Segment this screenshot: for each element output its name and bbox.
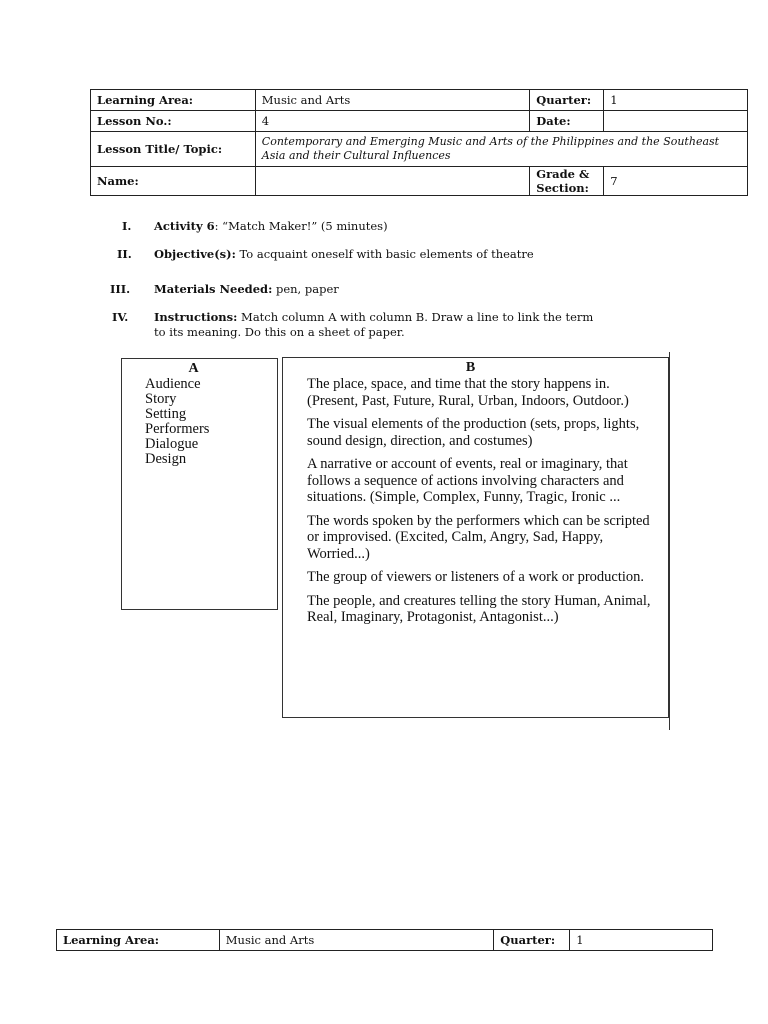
column-a-box [121, 358, 278, 610]
definition-item: The visual elements of the production (sets, props, lights, sound design, direction, and costumes) [307, 416, 640, 449]
date-label: Date: [530, 111, 604, 132]
item-number: IV. [112, 310, 129, 324]
term-item: Design [145, 451, 187, 467]
term-item: Setting [145, 406, 187, 422]
item-text: : “Match Maker!” (5 minutes) [214, 219, 388, 233]
grade-section-label: Grade & Section: [530, 167, 604, 196]
date-field[interactable] [604, 111, 748, 132]
footer-table [56, 929, 713, 951]
divider-line [669, 352, 670, 730]
definition-item: The group of viewers or listeners of a work or production. [307, 569, 645, 585]
term-item: Dialogue [145, 436, 199, 452]
lesson-title-value: Contemporary and Emerging Music and Arts of the Philippines and the Southeast Asia and their Cultural Influences [255, 132, 747, 167]
footer-quarter-label: Quarter: [494, 930, 570, 951]
footer-quarter-value: 1 [570, 930, 713, 951]
definition-item: The people, and creatures telling the story Human, Animal, Real, Imaginary, Protagonist, Antagonist...) [307, 592, 651, 625]
term-item: Story [145, 391, 177, 407]
term-list [122, 377, 277, 467]
learning-area-value: Music and Arts [255, 90, 529, 111]
definition-item: The words spoken by the performers which can be scripted or improvised. (Excited, Calm, Angry, Sad, Happy, Worried...) [307, 512, 650, 562]
item-label: Instructions: [154, 310, 238, 324]
name-field[interactable] [255, 167, 529, 196]
learning-area-label: Learning Area: [91, 90, 256, 111]
column-b-box [282, 357, 669, 718]
item-text: pen, paper [272, 282, 339, 296]
quarter-value: 1 [604, 90, 748, 111]
column-a-heading: A [188, 361, 199, 376]
quarter-label: Quarter: [530, 90, 604, 111]
footer-learning-area-value: Music and Arts [219, 930, 493, 951]
definition-item: The place, space, and time that the story happens in. (Present, Past, Future, Rural, Urban, Indoors, Outdoor.) [307, 376, 629, 409]
lesson-title-label: Lesson Title/ Topic: [91, 132, 256, 167]
item-number: I. [122, 219, 132, 233]
definition-list [283, 376, 652, 626]
item-label: Materials Needed: [154, 282, 273, 296]
grade-section-value: 7 [604, 167, 748, 196]
item-label: Activity 6 [154, 219, 215, 233]
item-text: To acquaint oneself with basic elements of theatre [235, 247, 534, 261]
term-item: Audience [145, 376, 201, 392]
item-label: Objective(s): [154, 247, 236, 261]
term-item: Performers [145, 421, 210, 437]
item-number: II. [117, 247, 132, 261]
name-label: Name: [91, 167, 256, 196]
item-text: Match column A with column B. Draw a line to link the term to its meaning. Do this on a sheet of paper. [154, 310, 594, 339]
lesson-no-value: 4 [255, 111, 529, 132]
item-number: III. [110, 282, 131, 296]
footer-learning-area-label: Learning Area: [57, 930, 220, 951]
lesson-no-label: Lesson No.: [91, 111, 256, 132]
column-b-heading: B [465, 360, 476, 375]
lesson-header-table [90, 89, 748, 196]
definition-item: A narrative or account of events, real or imaginary, that follows a sequence of actions involving characters and situations. (Simple, Complex, Funny, Tragic, Ironic ... [307, 456, 628, 505]
